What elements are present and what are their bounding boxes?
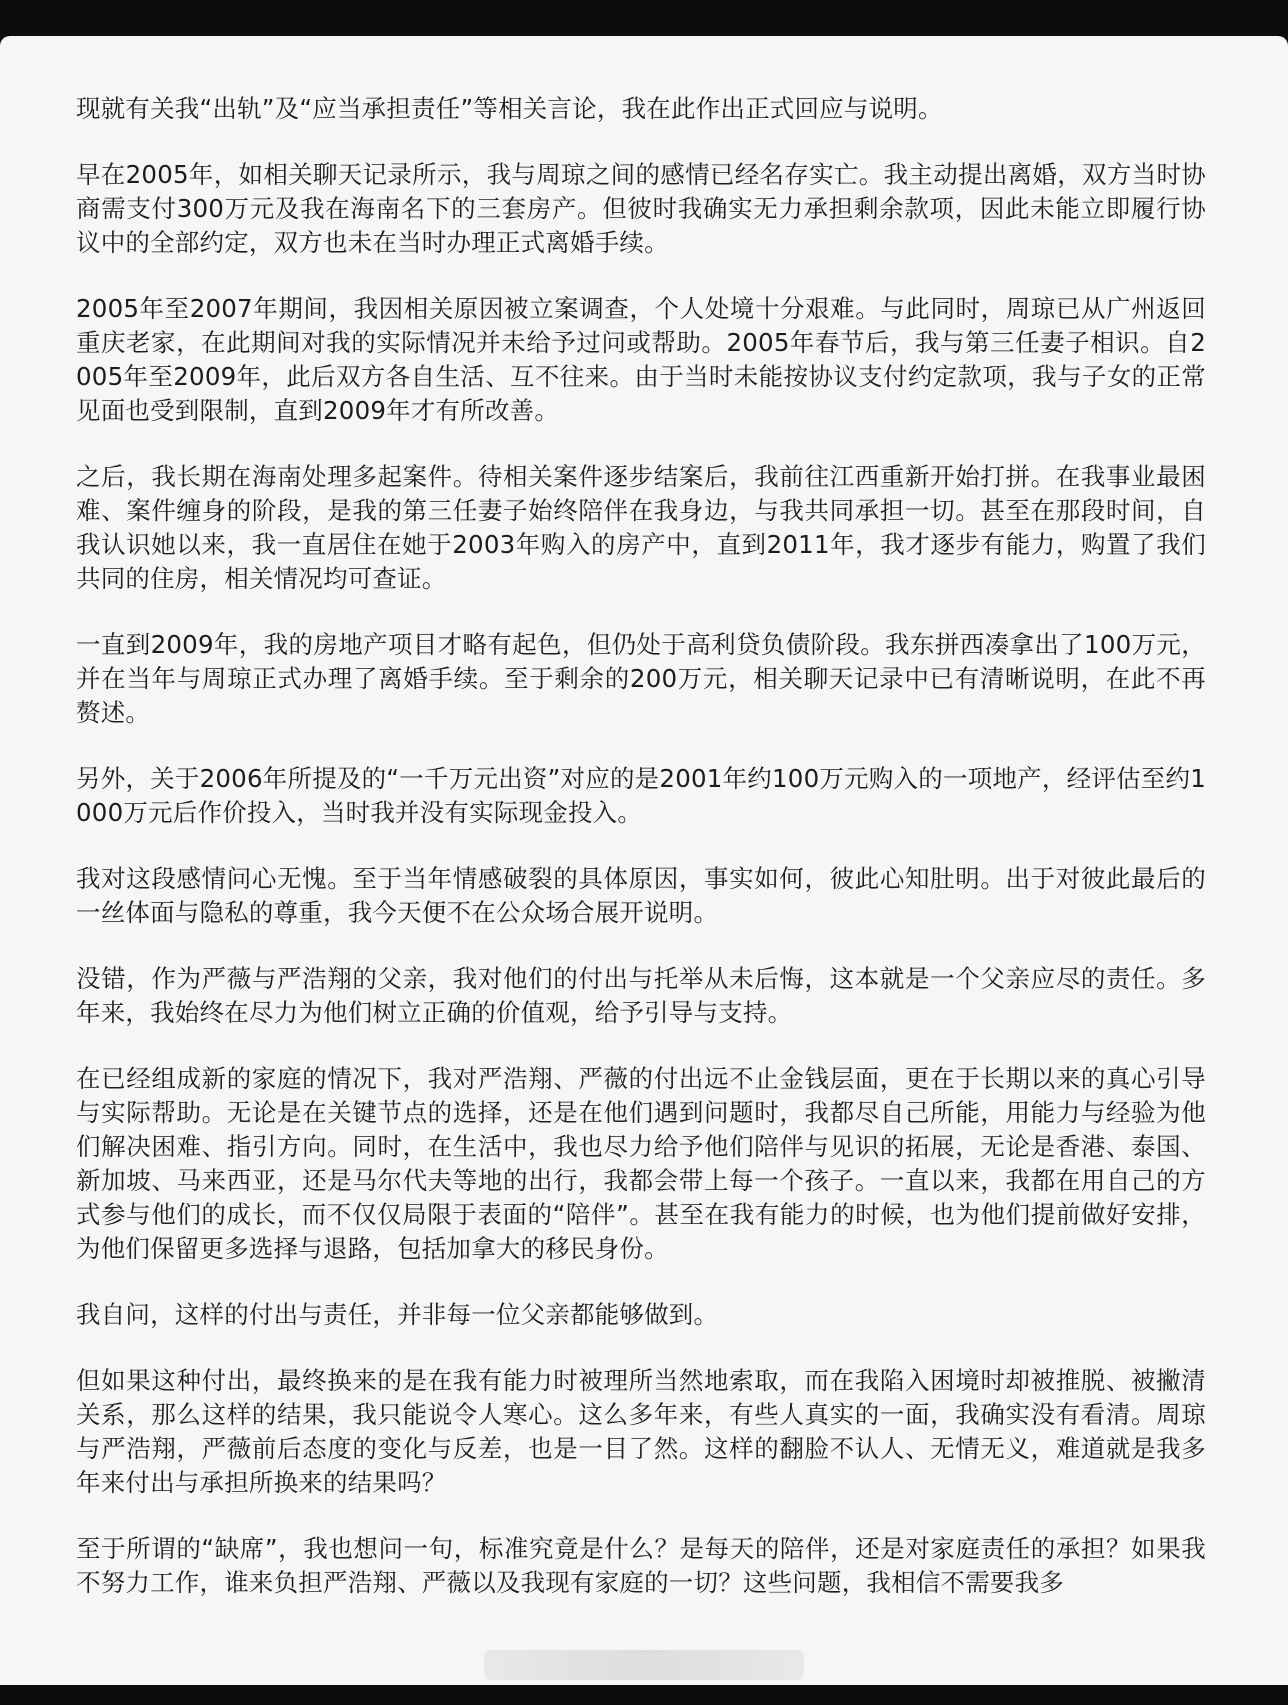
paragraph: 但如果这种付出，最终换来的是在我有能力时被理所当然地索取，而在我陷入困境时却被推脱、被撇清关系，那么这样的结果，我只能说令人寒心。这么多年来，有些人真实的一面，我确实没有看清。周琼与严浩翔，严薇前后态度的变化与反差，也是一目了然。这样的翻脸不认人、无情无义，难道就是我多年来付出与承担所换来的结果吗？ <box>76 1366 1206 1497</box>
paragraph: 我对这段感情问心无愧。至于当年情感破裂的具体原因，事实如何，彼此心知肚明。出于对彼此最后的一丝体面与隐私的尊重，我今天便不在公众场合展开说明。 <box>76 864 1206 927</box>
paragraph: 早在2005年，如相关聊天记录所示，我与周琼之间的感情已经名存实亡。我主动提出离婚，双方当时协商需支付300万元及我在海南名下的三套房产。但彼时我确实无力承担剩余款项，因此未能立即履行协议中的全部约定，双方也未在当时办理正式离婚手续。 <box>76 160 1206 257</box>
paragraph: 没错，作为严薇与严浩翔的父亲，我对他们的付出与托举从未后悔，这本就是一个父亲应尽的责任。多年来，我始终在尽力为他们树立正确的价值观，给予引导与支持。 <box>76 964 1206 1027</box>
paragraph: 至于所谓的“缺席”，我也想问一句，标准究竟是什么？是每天的陪伴，还是对家庭责任的承担？如果我不努力工作，谁来负担严浩翔、严薇以及我现有家庭的一切？这些问题，我相信不需要我多 <box>76 1534 1206 1597</box>
paragraph: 在已经组成新的家庭的情况下，我对严浩翔、严薇的付出远不止金钱层面，更在于长期以来的真心引导与实际帮助。无论是在关键节点的选择，还是在他们遇到问题时，我都尽自己所能，用能力与经验为他们解决困难、指引方向。同时，在生活中，我也尽力给予他们陪伴与见识的拓展，无论是香港、泰国、新加坡、马来西亚，还是马尔代夫等地的出行，我都会带上每一个孩子。一直以来，我都在用自己的方式参与他们的成长，而不仅仅局限于表面的“陪伴”。甚至在我有能力的时候，也为他们提前做好安排，为他们保留更多选择与退路，包括加拿大的移民身份。 <box>76 1064 1206 1263</box>
paragraph: 现就有关我“出轨”及“应当承担责任”等相关言论，我在此作出正式回应与说明。 <box>76 94 943 123</box>
home-indicator-bar[interactable] <box>484 1650 804 1680</box>
paragraph: 另外，关于2006年所提及的“一千万元出资”对应的是2001年约100万元购入的一项地产，经评估至约1000万元后作价投入，当时我并没有实际现金投入。 <box>76 764 1206 827</box>
top-bar <box>0 0 1288 36</box>
paragraph: 一直到2009年，我的房地产项目才略有起色，但仍处于高利贷负债阶段。我东拼西凑拿出了100万元，并在当年与周琼正式办理了离婚手续。至于剩余的200万元，相关聊天记录中已有清晰说明，在此不再赘述。 <box>76 630 1206 727</box>
document-page <box>0 36 1288 1685</box>
paragraph: 2005年至2007年期间，我因相关原因被立案调查，个人处境十分艰难。与此同时，周琼已从广州返回重庆老家，在此期间对我的实际情况并未给予过问或帮助。2005年春节后，我与第三任妻子相识。自2005年至2009年，此后双方各自生活、互不往来。由于当时未能按协议支付约定款项，我与子女的正常见面也受到限制，直到2009年才有所改善。 <box>76 294 1206 425</box>
paragraph: 我自问，这样的付出与责任，并非每一位父亲都能够做到。 <box>76 1300 719 1329</box>
statement-text <box>76 92 1206 1632</box>
bottom-bar <box>0 1685 1288 1705</box>
paragraph: 之后，我长期在海南处理多起案件。待相关案件逐步结案后，我前往江西重新开始打拼。在我事业最困难、案件缠身的阶段，是我的第三任妻子始终陪伴在我身边，与我共同承担一切。甚至在那段时间，自我认识她以来，我一直居住在她于2003年购入的房产中，直到2011年，我才逐步有能力，购置了我们共同的住房，相关情况均可查证。 <box>76 462 1206 593</box>
